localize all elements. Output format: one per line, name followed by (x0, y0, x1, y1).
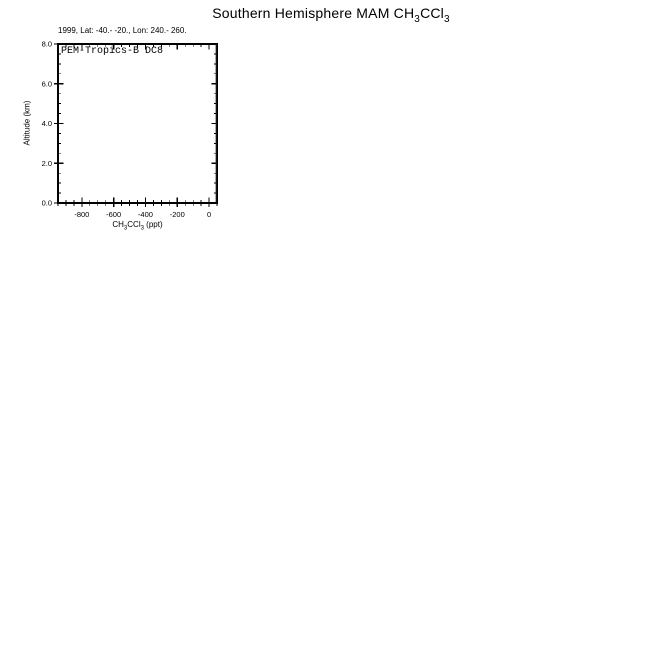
y-tick-label: 6.0 (41, 79, 52, 89)
y-axis-title: Altitude (km) (22, 100, 32, 146)
text-segment: CCl (420, 5, 444, 21)
chart-subtitle: 1999, Lat: -40.- -20., Lon: 240.- 260. (58, 26, 187, 35)
x-tick-label: -400 (137, 210, 153, 219)
text-segment: 3 (414, 13, 421, 25)
x-tick-label: -200 (169, 210, 185, 219)
campaign-annotation: PEM-Tropics-B DC8 (61, 46, 164, 57)
y-tick-label: 8.0 (41, 39, 52, 49)
text-segment: CCl (127, 220, 141, 229)
plot-box (58, 44, 217, 203)
text-segment: CH (112, 220, 124, 229)
x-tick-label: -800 (74, 210, 90, 219)
y-tick-label: 0.0 (41, 198, 52, 208)
x-tick-label: 0 (206, 210, 212, 219)
text-segment: 3 (123, 225, 128, 232)
y-tick-label: 4.0 (41, 119, 52, 128)
x-tick-label: -600 (106, 210, 122, 219)
text-segment: (ppt) (143, 220, 163, 229)
text-segment: 3 (140, 225, 144, 232)
y-tick-label: 2.0 (41, 158, 52, 168)
text-segment: Southern Hemisphere MAM CH (212, 5, 415, 21)
text-segment: 3 (444, 13, 450, 25)
